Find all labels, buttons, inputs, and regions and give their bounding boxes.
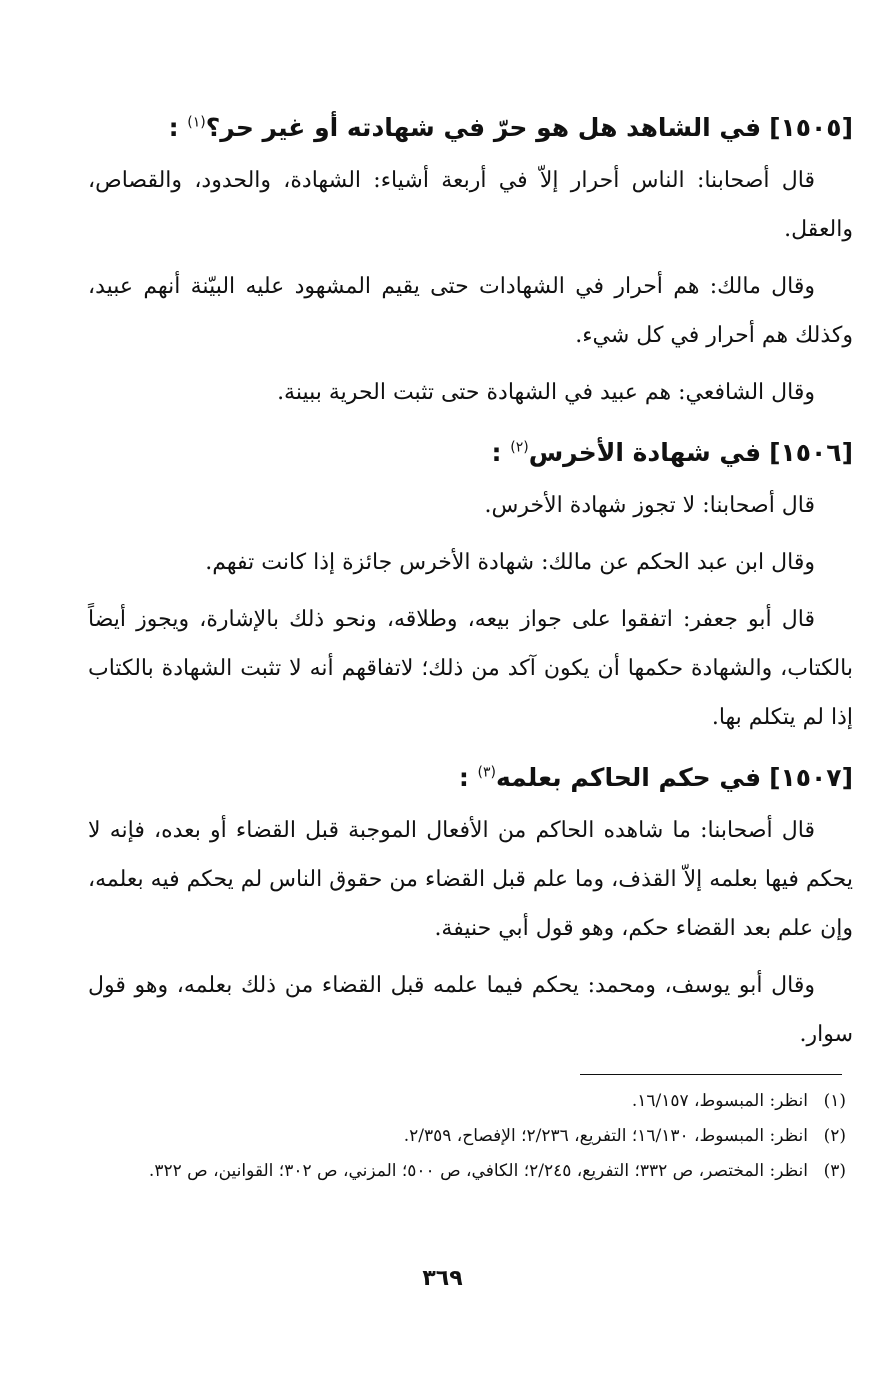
paragraph: قال أصحابنا: لا تجوز شهادة الأخرس. (484, 493, 815, 518)
footnotes (88, 1084, 846, 1189)
footnote-text: انظر: المبسوط، ١٦/١٣٠؛ التفريع، ٢/٢٣٦؛ الإفصاح، ٢/٣٥٩. (403, 1126, 808, 1146)
footnote-text: انظر: المختصر، ص ٣٣٢؛ التفريع، ٢/٢٤٥؛ الكافي، ص ٥٠٠؛ المزني، ص ٣٠٢؛ القوانين، ص ٣٢٢. (148, 1161, 808, 1181)
section-title: في شهادة الأخرس (528, 438, 762, 467)
heading-colon: : (458, 763, 469, 792)
page-body (88, 100, 853, 1067)
footnote-text: انظر: المبسوط، ١٦/١٥٧. (631, 1091, 808, 1111)
footnote-ref[interactable]: (٢) (510, 439, 529, 456)
paragraph: وقال أبو يوسف، ومحمد: يحكم فيما علمه قبل القضاء من ذلك بعلمه، وهو قول سوار. (88, 973, 853, 1047)
heading-colon: : (491, 438, 502, 467)
paragraph: قال أصحابنا: الناس أحرار إلاّ في أربعة أشياء: الشهادة، والحدود، والقصاص، والعقل. (88, 168, 853, 242)
footnote-ref[interactable]: (١) (187, 114, 206, 131)
section-number: [١٥٠٦] (769, 438, 853, 467)
footnote-divider (580, 1074, 842, 1075)
section-title: في حكم الحاكم بعلمه (496, 763, 762, 792)
paragraph: وقال الشافعي: هم عبيد في الشهادة حتى تثبت الحرية ببينة. (277, 380, 815, 405)
footnote-item (88, 1154, 846, 1189)
footnote-number: (١) (823, 1091, 846, 1111)
paragraph: قال أصحابنا: ما شاهده الحاكم من الأفعال الموجبة قبل القضاء أو بعده، فإنه لا يحكم فيها بعلمه إلاّ القذف، وما علم قبل القضاء من حقوق الناس لم يحكم فيه بعلمه، وإن علم بعد القضاء حكم، وهو قول أبي حنيفة. (88, 818, 853, 941)
heading-colon: : (168, 113, 179, 142)
footnote-item (88, 1084, 846, 1119)
section-title: في الشاهد هل هو حرّ في شهادته أو غير حر؟ (205, 113, 762, 142)
section-heading-1506 (88, 425, 853, 481)
paragraph: قال أبو جعفر: اتفقوا على جواز بيعه، وطلاقه، ونحو ذلك بالإشارة، ويجوز أيضاً بالكتاب، والشهادة حكمها أن يكون آكد من ذلك؛ لاتفاقهم أنه لا تثبت الشهادة بالكتاب إذا لم يتكلم بها. (88, 607, 853, 730)
section-number: [١٥٠٥] (769, 113, 853, 142)
page-number: ٣٦٩ (422, 1266, 463, 1291)
paragraph: وقال مالك: هم أحرار في الشهادات حتى يقيم المشهود عليه البيّنة أنهم عبيد، وكذلك هم أحرار في كل شيء. (88, 274, 853, 348)
section-number: [١٥٠٧] (769, 763, 853, 792)
footnote-number: (٢) (823, 1126, 846, 1146)
footnote-ref[interactable]: (٣) (477, 764, 496, 781)
footnote-number: (٣) (823, 1161, 846, 1181)
section-heading-1507 (88, 750, 853, 806)
section-heading-1505 (88, 100, 853, 156)
footnote-item (88, 1119, 846, 1154)
paragraph: وقال ابن عبد الحكم عن مالك: شهادة الأخرس جائزة إذا كانت تفهم. (205, 550, 815, 575)
